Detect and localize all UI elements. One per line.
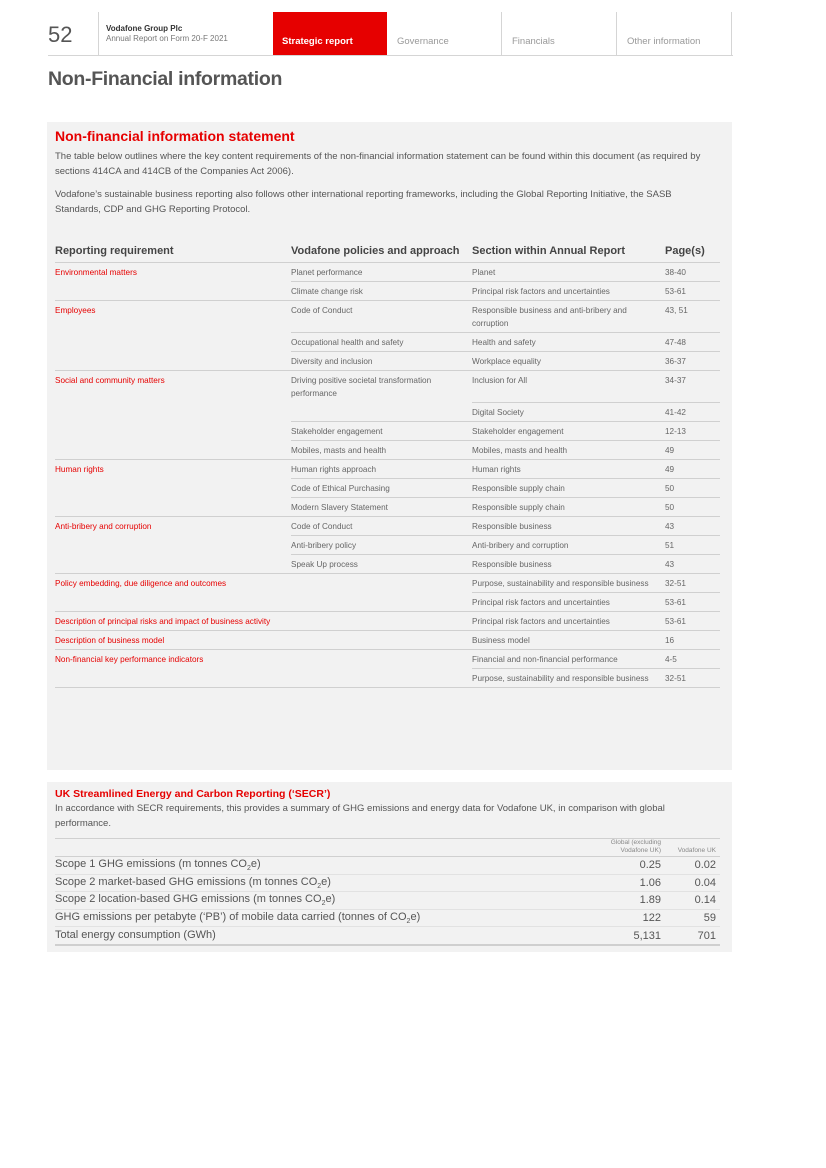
metric-label — [55, 927, 590, 945]
metric-suffix: e) — [250, 858, 261, 871]
column-header-blank — [55, 839, 590, 857]
page-reference: 53-61 — [665, 592, 720, 611]
global-value: 1.06 — [590, 874, 665, 892]
column-header: Section within Annual Report — [472, 245, 665, 263]
company-name: Vodafone Group Plc — [106, 24, 183, 33]
table-row — [55, 611, 720, 630]
page-reference: 34-37 — [665, 371, 720, 403]
global-value: 5,131 — [590, 927, 665, 945]
divider — [98, 12, 99, 55]
metric-text: Total energy consumption (GWh) — [55, 928, 216, 941]
policy-approach: Code of Conduct — [291, 301, 472, 333]
reporting-requirement: Anti-bribery and corruption — [55, 521, 152, 531]
secr-heading: UK Streamlined Energy and Carbon Reporting (‘SECR’) — [55, 788, 331, 800]
nfi-panel — [47, 122, 732, 770]
policy-approach: Speak Up process — [291, 554, 472, 573]
reporting-requirement — [55, 440, 291, 459]
reporting-requirement — [55, 402, 291, 421]
page-reference: 12-13 — [665, 421, 720, 440]
reporting-requirement — [55, 333, 291, 352]
reporting-requirement — [55, 535, 291, 554]
table-row — [55, 440, 720, 459]
page-reference: 50 — [665, 497, 720, 516]
policy-approach — [291, 649, 472, 668]
policy-approach — [291, 611, 472, 630]
global-value: 1.89 — [590, 892, 665, 910]
policy-approach: Mobiles, masts and health — [291, 440, 472, 459]
page-reference: 43, 51 — [665, 301, 720, 333]
table-row — [55, 630, 720, 649]
column-header: Vodafone policies and approach — [291, 245, 472, 263]
table-row — [55, 371, 720, 403]
secr-row — [55, 892, 720, 910]
annual-report-section: Purpose, sustainability and responsible business — [472, 573, 665, 592]
subscript: 2 — [321, 900, 326, 908]
table-row — [55, 573, 720, 592]
page-reference: 49 — [665, 459, 720, 478]
secr-panel — [47, 782, 732, 952]
table-row — [55, 352, 720, 371]
annual-report-section: Planet — [472, 263, 665, 282]
annual-report-section: Digital Society — [472, 402, 665, 421]
policy-approach: Code of Conduct — [291, 516, 472, 535]
reporting-requirement — [55, 421, 291, 440]
annual-report-section: Responsible business — [472, 516, 665, 535]
metric-text: Scope 2 market-based GHG emissions (m tonnes CO — [55, 875, 318, 888]
page-title: Non-Financial information — [48, 68, 283, 90]
nfi-intro: The table below outlines where the key content requirements of the non-financial information statement can be found within this document (as required by sections 414CA and 414CB of the Companies Act 2006). — [55, 151, 701, 177]
subscript: 2 — [317, 882, 322, 890]
metric-label — [55, 892, 590, 910]
subscript: 2 — [406, 918, 411, 926]
annual-report-section: Human rights — [472, 459, 665, 478]
table-row — [55, 535, 720, 554]
table-row — [55, 263, 720, 282]
annual-report-section: Anti-bribery and corruption — [472, 535, 665, 554]
uk-value: 0.02 — [665, 857, 720, 875]
tab-strategic-report[interactable]: Strategic report — [273, 12, 387, 55]
subscript: 2 — [246, 865, 251, 873]
uk-value: 701 — [665, 927, 720, 945]
uk-value: 59 — [665, 909, 720, 927]
policy-approach: Code of Ethical Purchasing — [291, 478, 472, 497]
policy-approach: Modern Slavery Statement — [291, 497, 472, 516]
reporting-requirement: Policy embedding, due diligence and outcomes — [55, 578, 227, 588]
reporting-requirement: Social and community matters — [55, 376, 165, 385]
policy-approach — [291, 592, 472, 611]
page-reference: 43 — [665, 554, 720, 573]
metric-text: Scope 2 location-based GHG emissions (m tonnes CO — [55, 893, 322, 906]
table-row — [55, 592, 720, 611]
reporting-requirement: Environmental matters — [55, 268, 137, 277]
table-row — [55, 478, 720, 497]
metric-suffix: e) — [410, 910, 421, 923]
secr-row — [55, 909, 720, 927]
report-subtitle: Annual Report on Form 20-F 2021 — [106, 34, 228, 43]
reporting-requirement: Description of principal risks and impact of business activity — [55, 611, 291, 630]
nfi-table — [55, 245, 720, 688]
annual-report-section: Mobiles, masts and health — [472, 440, 665, 459]
policy-approach: Occupational health and safety — [291, 333, 472, 352]
secr-table — [55, 838, 720, 946]
annual-report-section: Responsible business and anti-bribery and corruption — [472, 301, 665, 333]
annual-report-section: Business model — [472, 630, 665, 649]
metric-label — [55, 857, 590, 875]
column-header-global: Global (excluding Vodafone UK) — [590, 839, 665, 857]
policy-approach: Climate change risk — [291, 282, 472, 301]
annual-report-section: Workplace equality — [472, 352, 665, 371]
page-reference: 32-51 — [665, 668, 720, 687]
page-reference: 36-37 — [665, 352, 720, 371]
metric-label — [55, 909, 590, 927]
page-reference: 38-40 — [665, 263, 720, 282]
page-reference: 51 — [665, 535, 720, 554]
metric-text: GHG emissions per petabyte (‘PB’) of mobile data carried (tonnes of CO — [55, 910, 407, 923]
policy-approach: Human rights approach — [291, 459, 472, 478]
column-header: Reporting requirement — [55, 245, 291, 263]
reporting-requirement: Description of business model — [55, 630, 291, 649]
company-block — [106, 24, 228, 44]
table-row — [55, 497, 720, 516]
annual-report-section: Purpose, sustainability and responsible business — [472, 668, 665, 687]
policy-approach: Stakeholder engagement — [291, 421, 472, 440]
reporting-requirement — [55, 554, 291, 573]
page-reference: 50 — [665, 478, 720, 497]
tab-governance[interactable]: Governance — [388, 12, 502, 55]
page-reference: 53-61 — [665, 611, 720, 630]
secr-row — [55, 857, 720, 875]
table-row — [55, 649, 720, 668]
page-reference: 43 — [665, 516, 720, 535]
table-row — [55, 421, 720, 440]
policy-approach — [291, 630, 472, 649]
header-rule — [48, 55, 733, 56]
uk-value: 0.04 — [665, 874, 720, 892]
reporting-requirement — [55, 497, 291, 516]
annual-report-section: Principal risk factors and uncertainties — [472, 592, 665, 611]
page-reference: 32-51 — [665, 573, 720, 592]
annual-report-section: Inclusion for All — [472, 371, 665, 403]
annual-report-section: Principal risk factors and uncertainties — [472, 611, 665, 630]
tab-other-information[interactable]: Other information — [618, 12, 732, 55]
column-header-uk: Vodafone UK — [665, 839, 720, 857]
annual-report-section: Stakeholder engagement — [472, 421, 665, 440]
page-header — [48, 12, 733, 55]
nfi-heading: Non-financial information statement — [55, 128, 295, 144]
annual-report-section: Health and safety — [472, 333, 665, 352]
policy-approach: Planet performance — [291, 263, 472, 282]
secr-row — [55, 874, 720, 892]
annual-report-section: Financial and non-financial performance — [472, 649, 665, 668]
reporting-requirement — [55, 352, 291, 371]
policy-approach — [291, 573, 472, 592]
policy-approach — [291, 668, 472, 687]
reporting-requirement — [55, 282, 291, 301]
annual-report-section: Responsible supply chain — [472, 497, 665, 516]
policy-approach: Anti-bribery policy — [291, 535, 472, 554]
reporting-requirement — [55, 668, 291, 687]
annual-report-section: Principal risk factors and uncertainties — [472, 282, 665, 301]
page-number: 52 — [48, 22, 73, 47]
page-reference: 47-48 — [665, 333, 720, 352]
table-row — [55, 459, 720, 478]
metric-label — [55, 874, 590, 892]
metric-suffix: e) — [321, 875, 331, 888]
table-row — [55, 668, 720, 687]
global-value: 0.25 — [590, 857, 665, 875]
column-header: Page(s) — [665, 245, 720, 263]
policy-approach: Driving positive societal transformation performance — [291, 376, 432, 398]
global-value: 122 — [590, 909, 665, 927]
uk-value: 0.14 — [665, 892, 720, 910]
table-row — [55, 301, 720, 333]
reporting-requirement: Non-financial key performance indicators — [55, 654, 204, 664]
page-reference: 4-5 — [665, 649, 720, 668]
table-row — [55, 402, 720, 421]
table-row — [55, 333, 720, 352]
reporting-requirement: Human rights — [55, 464, 104, 474]
reporting-requirement: Employees — [55, 306, 96, 315]
page-reference: 53-61 — [665, 282, 720, 301]
table-row — [55, 282, 720, 301]
page-reference: 16 — [665, 630, 720, 649]
policy-approach — [291, 402, 472, 421]
secr-intro: In accordance with SECR requirements, this provides a summary of GHG emissions and energy data for Vodafone UK, in comparison with global performance. — [55, 803, 665, 829]
reporting-requirement — [55, 478, 291, 497]
metric-suffix: e) — [325, 893, 336, 906]
reporting-requirement — [55, 592, 291, 611]
table-row — [55, 554, 720, 573]
page-reference: 49 — [665, 440, 720, 459]
policy-approach: Diversity and inclusion — [291, 352, 472, 371]
nfi-frameworks: Vodafone’s sustainable business reporting also follows other international reporting frameworks, including the Global Reporting Initiative, the SASB Standards, CDP and GHG Reporting Protocol. — [55, 189, 672, 215]
annual-report-section: Responsible business — [472, 554, 665, 573]
page-reference: 41-42 — [665, 402, 720, 421]
tab-financials[interactable]: Financials — [503, 12, 617, 55]
table-row — [55, 516, 720, 535]
annual-report-section: Responsible supply chain — [472, 478, 665, 497]
metric-text: Scope 1 GHG emissions (m tonnes CO — [55, 858, 247, 871]
secr-row — [55, 927, 720, 945]
